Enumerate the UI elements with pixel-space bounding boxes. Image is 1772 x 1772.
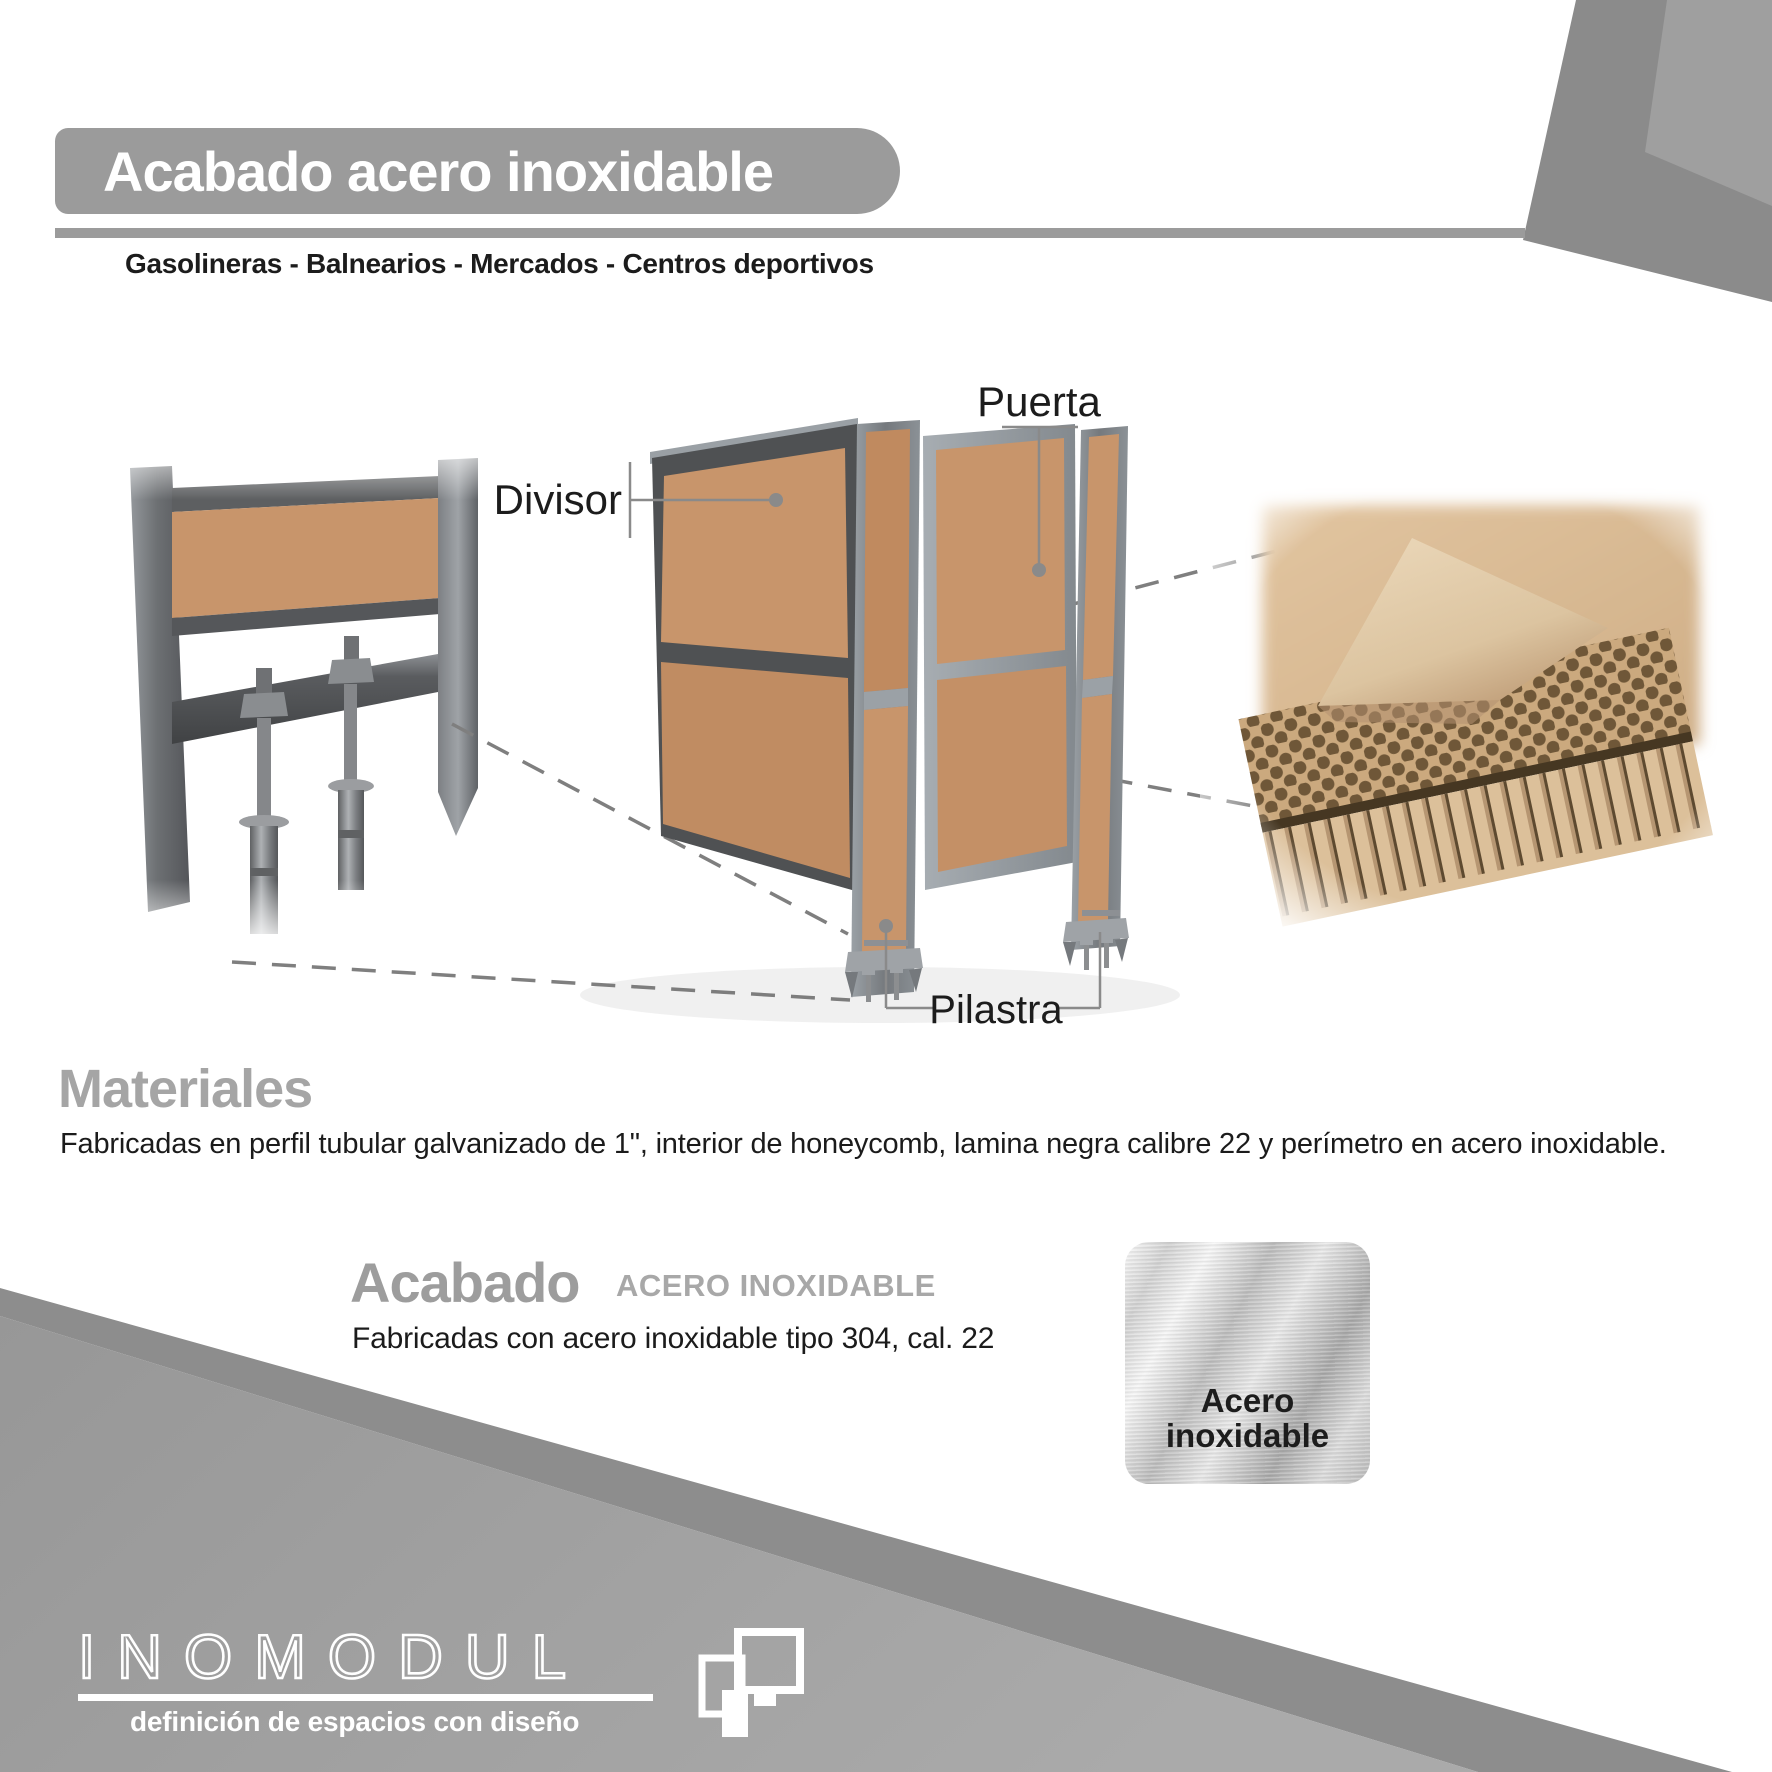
banner-title: Acabado acero inoxidable: [103, 139, 773, 203]
banner: [55, 128, 900, 214]
materials-heading: Materiales: [58, 1059, 313, 1119]
subtitle-sectors: Gasolineras - Balnearios - Mercados - Centros deportivos: [125, 248, 874, 279]
brand-underline: [78, 1694, 653, 1701]
honeycomb-detail-image: [1200, 455, 1760, 935]
anchor-detail-image: [100, 430, 500, 950]
swatch-label: [1125, 1384, 1370, 1454]
partition-illustration: [580, 418, 1180, 1023]
finish-subheading: ACERO INOXIDABLE: [616, 1268, 936, 1303]
brand-tagline: definición de espacios con diseño: [130, 1706, 580, 1737]
brand-name: INOMODUL: [78, 1623, 589, 1692]
label-divisor: Divisor: [493, 476, 622, 523]
label-pilastra: Pilastra: [929, 988, 1063, 1032]
swatch-label-line1: Acero: [1200, 1382, 1295, 1420]
door-panel: [923, 424, 1077, 890]
banner-divider-rule: [55, 228, 1525, 238]
steel-swatch: [1125, 1242, 1370, 1484]
corner-pilaster: [845, 420, 923, 1002]
materials-body: Fabricadas en perfil tubular galvanizado de 1", interior de honeycomb, lamina negra calibre 22 y perímetro en acero inoxidable.: [60, 1128, 1667, 1160]
swatch-label-line2: inoxidable: [1165, 1417, 1330, 1455]
deco-top-right-corner: [1523, 0, 1772, 302]
divisor-panel: [650, 418, 859, 892]
finish-heading: Acabado: [350, 1251, 580, 1314]
label-puerta: Puerta: [977, 378, 1101, 425]
finish-body: Fabricadas con acero inoxidable tipo 304, cal. 22: [352, 1322, 995, 1355]
